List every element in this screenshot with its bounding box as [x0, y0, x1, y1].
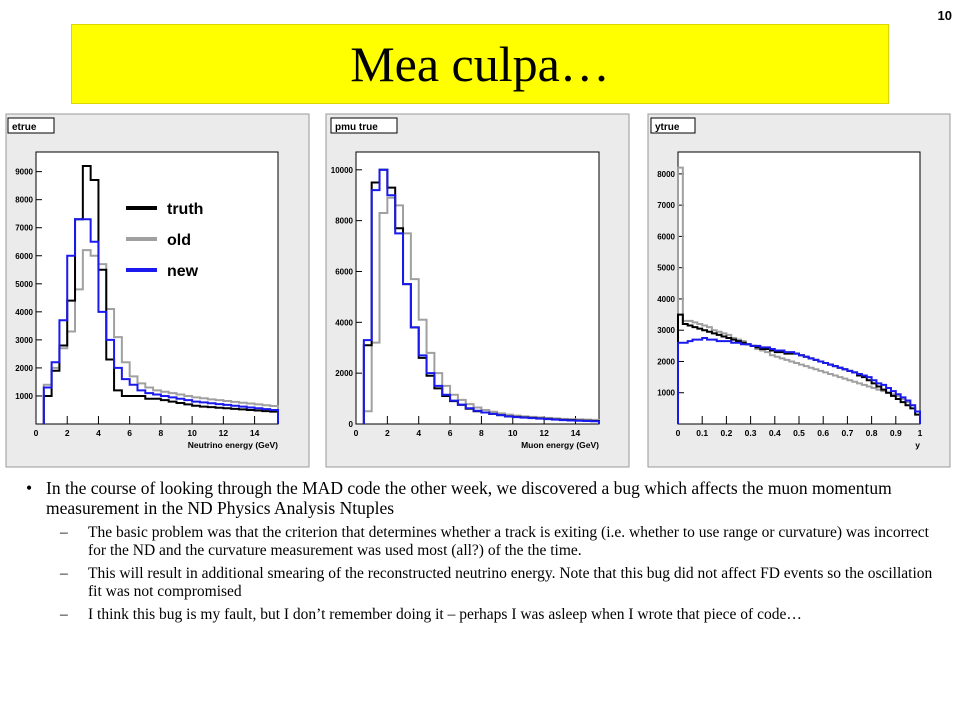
x-tick-label: 14: [249, 428, 260, 438]
sub-bullet-dash: –: [60, 565, 68, 582]
x-tick-label: 0.1: [696, 428, 709, 438]
legend-label-truth: truth: [167, 201, 204, 218]
x-tick-label: 2: [64, 428, 70, 438]
y-tick-label: 7000: [15, 223, 33, 233]
y-tick-label: 5000: [15, 279, 33, 289]
x-axis-label: Neutrino energy (GeV): [187, 440, 278, 450]
x-tick-label: 0.7: [841, 428, 854, 438]
x-tick-label: 1: [917, 428, 923, 438]
x-tick-label: 14: [570, 428, 581, 438]
panel-title: ytrue: [655, 122, 680, 133]
sub-bullet-2: [46, 565, 946, 601]
y-tick-label: 4000: [657, 294, 675, 304]
y-tick-label: 4000: [335, 318, 353, 328]
x-axis-label: Muon energy (GeV): [521, 440, 599, 450]
y-tick-label: 2000: [15, 363, 33, 373]
x-tick-label: 4: [96, 428, 101, 438]
main-bullet-text: In the course of looking through the MAD code the other week, we discovered a bug which affects the muon momentum measurement in the ND Physics Analysis Ntuples: [46, 478, 892, 518]
y-tick-label: 6000: [15, 251, 33, 261]
plot-frame: [356, 152, 599, 424]
legend-label-new: new: [167, 263, 199, 280]
y-tick-label: 2000: [335, 369, 353, 379]
x-tick-label: 8: [158, 428, 164, 438]
y-tick-label: 1000: [15, 391, 33, 401]
y-tick-label: 1000: [657, 388, 675, 398]
x-tick-label: 0.2: [720, 428, 733, 438]
sub-bullet-text: The basic problem was that the criterion that determines whether a track is exiting (i.e. whether to use range or curvature) was incorrect for the ND and the curvature measurement was used most (all?) of the the time.: [88, 524, 929, 559]
x-tick-label: 8: [479, 428, 484, 438]
x-tick-label: 12: [218, 428, 229, 438]
y-tick-label: 8000: [15, 195, 33, 205]
histogram-panel-2: [326, 114, 629, 467]
histogram-panel-1: [6, 114, 309, 467]
sub-bullet-list: [26, 524, 946, 624]
histogram-svg: [0, 111, 960, 471]
x-tick-label: 2: [384, 428, 390, 438]
y-tick-label: 3000: [15, 335, 33, 345]
x-tick-label: 0: [33, 428, 39, 438]
panel-title: etrue: [12, 122, 37, 133]
histogram-panels: [0, 111, 960, 471]
x-tick-label: 10: [508, 428, 518, 438]
y-tick-label: 3000: [657, 326, 675, 336]
y-tick-label: 6000: [335, 267, 353, 277]
plot-frame: [678, 152, 920, 424]
page-number: 10: [937, 8, 952, 23]
y-tick-label: 6000: [657, 232, 675, 242]
sub-bullet-dash: –: [60, 606, 68, 623]
y-tick-label: 9000: [15, 167, 33, 177]
histogram-panel-3: [648, 114, 950, 467]
bullet-dot: •: [26, 478, 33, 498]
y-tick-label: 10000: [330, 165, 353, 175]
bullet-list: [26, 478, 946, 629]
x-tick-label: 10: [187, 428, 197, 438]
title-banner: [71, 24, 889, 104]
sub-bullet-text: This will result in additional smearing of the reconstructed neutrino energy. Note that this bug did not affect FD events so the oscillation fit was not compromised: [88, 565, 933, 600]
main-bullet: [26, 478, 946, 518]
y-tick-label: 4000: [15, 307, 33, 317]
x-tick-label: 0.6: [817, 428, 830, 438]
x-tick-label: 6: [447, 428, 453, 438]
sub-bullet-1: [46, 524, 946, 560]
sub-bullet-text: I think this bug is my fault, but I don’t remember doing it – perhaps I was asleep when I wrote that piece of code…: [88, 606, 802, 623]
y-tick-label: 8000: [335, 216, 353, 226]
x-tick-label: 0.4: [768, 428, 781, 438]
x-tick-label: 0.3: [744, 428, 757, 438]
y-tick-label: 2000: [657, 357, 675, 367]
x-tick-label: 4: [416, 428, 422, 438]
x-tick-label: 0.8: [865, 428, 878, 438]
y-tick-label: 7000: [657, 201, 675, 211]
y-tick-label: 5000: [657, 263, 675, 273]
slide-title: Mea culpa…: [350, 36, 610, 92]
plot-frame: [36, 152, 278, 424]
sub-bullet-3: [46, 606, 946, 624]
sub-bullet-dash: –: [60, 524, 68, 541]
x-tick-label: 12: [539, 428, 549, 438]
x-tick-label: 0: [353, 428, 359, 438]
x-tick-label: 0: [675, 428, 681, 438]
panel-title: pmu true: [335, 122, 378, 133]
x-tick-label: 6: [127, 428, 133, 438]
y-tick-label: 8000: [657, 169, 675, 179]
x-axis-label: y: [915, 440, 920, 450]
legend-label-old: old: [167, 232, 191, 249]
y-tick-label: 0: [348, 420, 353, 429]
x-tick-label: 0.9: [889, 428, 902, 438]
x-tick-label: 0.5: [793, 428, 805, 438]
